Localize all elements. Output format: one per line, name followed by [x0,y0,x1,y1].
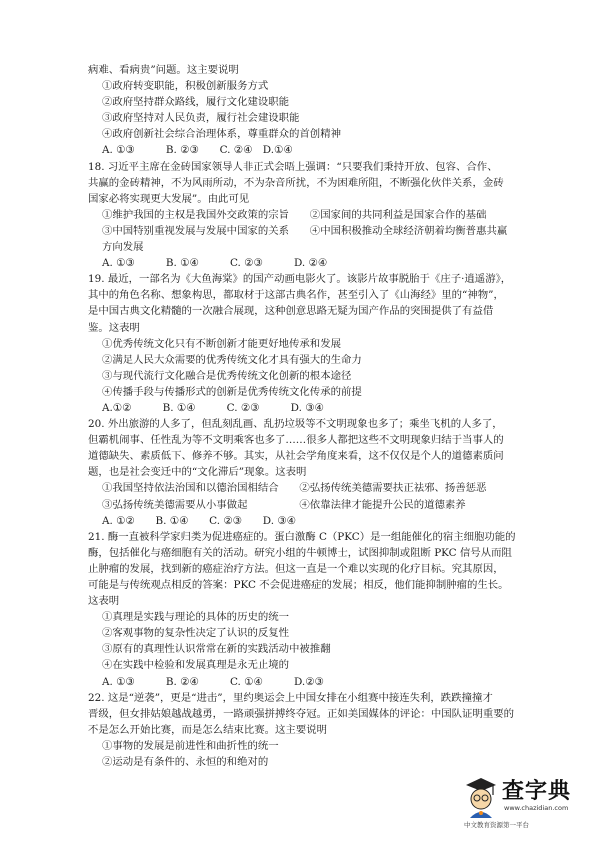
text-line: ②政府坚持群众路线，履行文化建设职能 [102,96,290,109]
text-line: 题，也是社会变迁中的“文化滞后”现象。这表明 [88,466,307,479]
text-line: A. ①② B. ①④ C. ②③ D. ③④ [102,514,296,527]
text-line: 道德缺失、素质低下、修养不够。其实，从社会学角度来看，这不仅仅是个人的道德素质问 [88,450,504,463]
text-line: 这表明 [88,595,120,608]
text-line: ③原有的真理性认识常常在新的实践活动中被推翻 [102,643,331,656]
text-line: ①我国坚持依法治国和以德治国相结合 ②弘扬传统美德需要扶正祛邪、扬善惩恶 [102,482,487,495]
text-line: 方向发展 [102,241,144,254]
text-line: 病难、看病贵”问题。这主要说明 [88,64,239,76]
text-line: ②满足人民大众需要的优秀传统文化才具有强大的生命力 [102,353,362,366]
text-line: ③政府坚持对人民负责，履行社会建设职能 [102,112,300,125]
text-line: 20. 外出旅游的人多了，但乱刻乱画、乱扔垃圾等不文明现象也多了；乘坐飞机的人多了， [88,418,503,431]
text-line: ①政府转变职能，积极创新服务方式 [102,80,269,93]
text-line: ③与现代流行文化融合是优秀传统文化创新的根本途径 [102,369,352,382]
text-line: 19. 最近，一部名为《大鱼海棠》的国产动画电影火了。该影片故事脱胎于《庄子·逍遥游》， [88,273,512,286]
mascot-icon [464,776,498,820]
text-line: 不是怎么开始比赛，而是怎么结束比赛。这主要说明 [88,723,327,736]
text-line: ④传播手段与传播形式的创新是优秀传统文化传承的前提 [102,385,362,398]
text-line: ③弘扬传统美德需要从小事做起 ④依靠法律才能提升公民的道德素养 [102,498,466,511]
text-line: 可能是与传统观点相反的答案：PKC 不会促进癌症的发展；相反，他们能抑制肿瘤的生长。 [88,579,509,591]
text-line: ①事物的发展是前进性和曲折性的统一 [102,739,279,752]
text-line: ①维护我国的主权是我国外交政策的宗旨 ②国家间的共同利益是国家合作的基础 [102,208,487,221]
text-line: 其中的角色名称、想象构思，都取材于这部古典名作，甚至引入了《山海经》里的“神物”， [88,289,504,302]
text-line: ④在实践中检验和发展真理是永无止境的 [102,659,290,672]
text-line: 国家必将实现更大发展”。由此可见 [88,192,250,205]
text-line: ①真理是实践与理论的具体的历史的统一 [102,611,290,624]
text-line: 21. 酶一直被科学家归类为促进癌症的。蛋白激酶 C（PKC）是一组能催化的宿主细胞功能的 [88,530,516,543]
logo-url: www.chazidian.com [504,804,569,812]
text-line: 共赢的金砖精神，不为风雨所动，不为杂音所扰，不为困难所阻，不断强化伙伴关系，金砖 [88,176,504,189]
logo-slogan: 中文教育资源第一平台 [464,821,529,829]
logo-name: 查字典 [502,779,572,804]
chazidian-logo [464,772,582,834]
text-line: ④政府创新社会综合治理体系，尊重群众的首创精神 [102,128,341,141]
text-line: A. ①③ B. ②③ C. ②④ D.①④ [102,144,293,157]
text-line: A. ①③ B. ②④ C. ①④ D.②③ [102,675,324,688]
text-line: 但霸机闹事、任性乱为等不文明乘客也多了……很多人都把这些不文明现象归结于当事人的 [88,434,504,447]
text-line: 酶，包括催化与癌细胞有关的活动。研究小组的牛顿博士，试图抑制或阻断 PKC 信号从而阻 [88,546,512,559]
text-line: 是中国古典文化精髓的一次融合展现，这种创意思路无疑为国产作品的突围提供了有益借 [88,305,494,318]
text-line: ②运动是有条件的、永恒的和绝对的 [102,756,269,769]
text-line: 晋级，但女排姑娘越战越勇，一路顽强拼搏终夺冠。正如美国媒体的评论：中国队证明重要的 [88,707,515,720]
text-line: 鉴。这表明 [88,321,140,334]
text-line: A. ①③ B. ①④ C. ②③ D. ②④ [102,257,328,270]
text-line: ③中国特别重视发展与发展中国家的关系 ④中国积极推动全球经济朝着均衡普惠共赢 [102,224,508,237]
text-line: 18. 习近平主席在金砖国家领导人非正式会晤上强调：“只要我们秉持开放、包容、合作、 [88,160,498,173]
text-line: A.①② B. ①④ C. ②③ D. ③④ [102,401,324,414]
document-page [88,62,528,770]
text-line: 22. 这是“逆袭”，更是“进击”，里约奥运会上中国女排在小组赛中接连失利，跌跌撞撞才 [88,691,493,704]
text-line: ②客观事物的复杂性决定了认识的反复性 [102,627,290,640]
text-line: 止肿瘤的发展，找到新的癌症治疗方法。但这一直是一个难以实现的化疗目标。究其原因， [88,562,504,575]
text-line: ①优秀传统文化只有不断创新才能更好地传承和发展 [102,337,341,350]
